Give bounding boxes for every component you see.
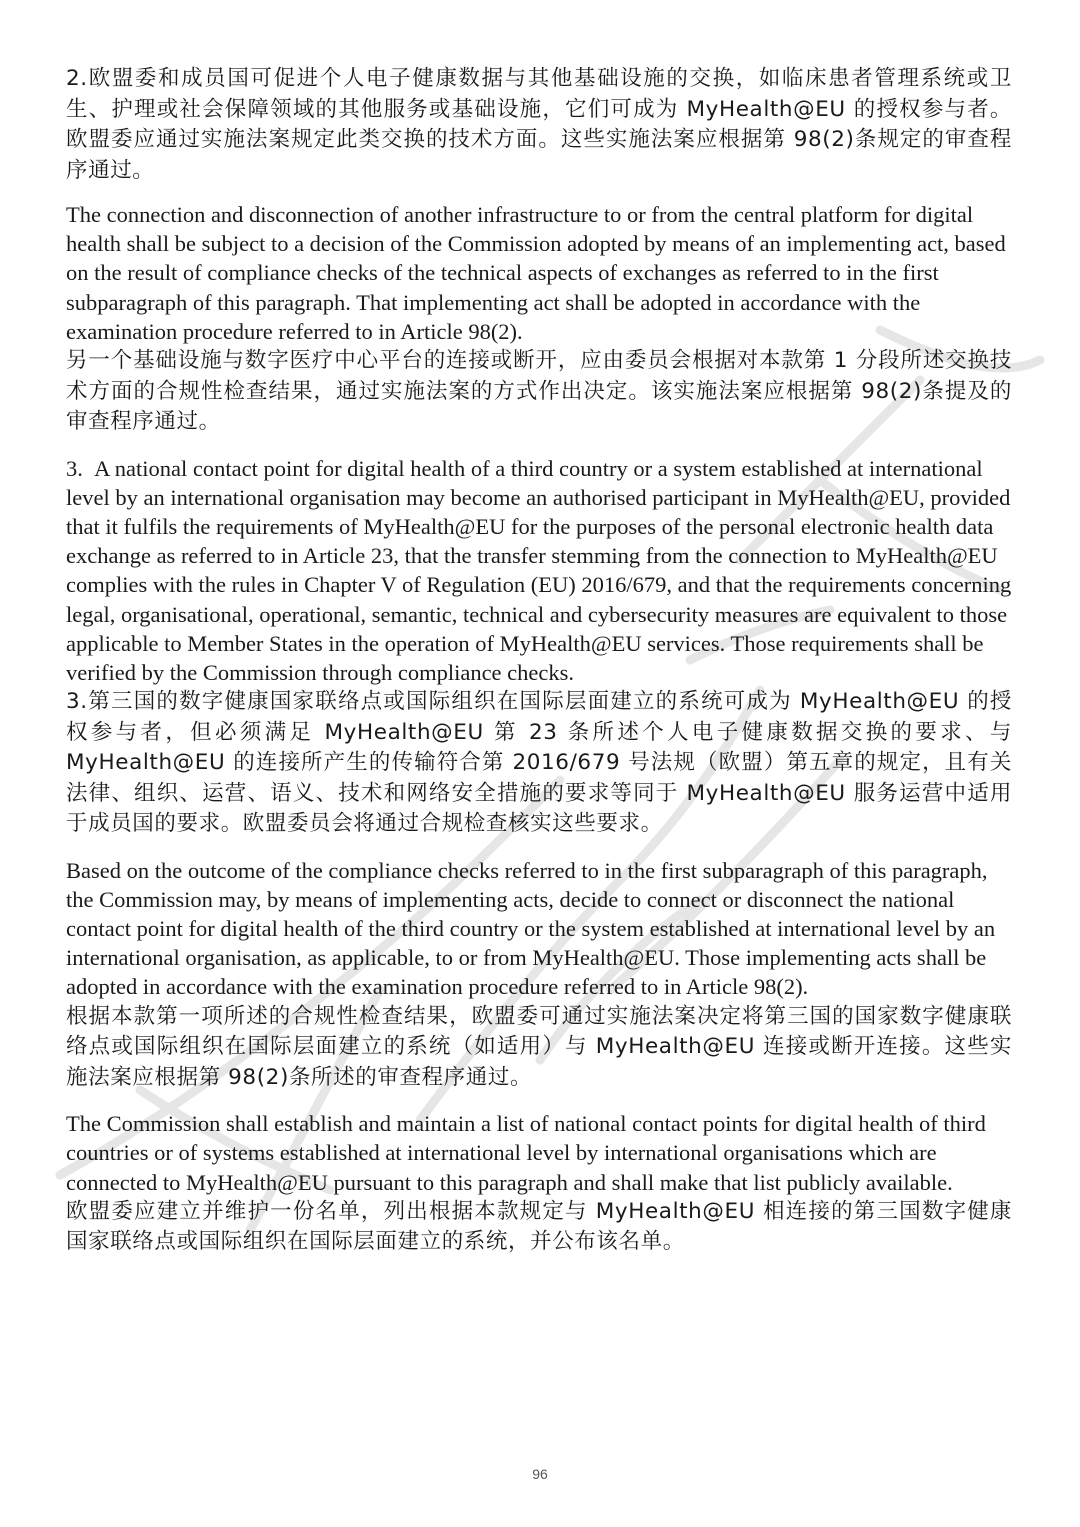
page-number: 96: [532, 1466, 548, 1482]
document-body: [66, 64, 1012, 1274]
paragraph-contact-point-list: [66, 1109, 1012, 1258]
english-text: The connection and disconnection of another infrastructure to or from the central platform for digital health shall be subject to a decision of the Commission adopted by means of an implementing act, based on the result of compliance checks of the technical aspects of exchanges as referred to in the first subparagraph of this paragraph. That implementing act shall be adopted in accordance with the examination procedure referred to in Article 98(2).: [66, 202, 1006, 344]
chinese-text: 3.第三国的数字健康国家联络点或国际组织在国际层面建立的系统可成为 MyHealth@EU 的授权参与者，但必须满足 MyHealth@EU 第 23 条所述个人电子健康数据交换的要求、与 MyHealth@EU 的连接所产生的传输符合第 2016/679 号法规（欧盟）第五章的规定，且有关法律、组织、运营、语义、技术和网络安全措施的要求等同于 MyHealth@EU 服务运营中适用于成员国的要求。欧盟委员会将通过合规检查核实这些要求。: [66, 689, 1012, 837]
english-text: 3. A national contact point for digital health of a third country or a system established at international level by an international organisation may become an authorised participant in MyHealth@EU, provided that it fulfils the requirements of MyHealth@EU for the purposes of the personal electronic health data exchange as referred to in Article 23, that the transfer stemming from the connection to MyHealth@EU complies with the rules in Chapter V of Regulation (EU) 2016/679, and that the requirements concerning legal, organisational, operational, semantic, technical and cybersecurity measures are equivalent to those applicable to Member States in the operation of MyHealth@EU services. Those requirements shall be verified by the Commission through compliance checks.: [66, 455, 1012, 685]
chinese-text: 欧盟委应建立并维护一份名单，列出根据本款规定与 MyHealth@EU 相连接的第三国数字健康国家联络点或国际组织在国际层面建立的系统，并公布该名单。: [66, 1198, 1012, 1255]
paragraph-3-third-country: [66, 454, 1012, 840]
paragraph-2-zh: [66, 64, 1012, 186]
paragraph-compliance-outcome: [66, 856, 1012, 1094]
chinese-text: 根据本款第一项所述的合规性检查结果，欧盟委可通过实施法案决定将第三国的国家数字健康联络点或国际组织在国际层面建立的系统（如适用）与 MyHealth@EU 连接或断开连接。这些实施法案应根据第 98(2)条所述的审查程序通过。: [66, 1003, 1012, 1090]
english-text: Based on the outcome of the compliance checks referred to in the first subparagraph of this paragraph, the Commission may, by means of implementing acts, decide to connect or disconnect the national contact point for digital health of the third country or the system established at international level by an international organisation, as applicable, to or from MyHealth@EU. Those implementing acts shall be adopted in accordance with the examination procedure referred to in Article 98(2).: [66, 857, 996, 1000]
english-text: The Commission shall establish and maintain a list of national contact points for digital health of third countries or of systems established at international level by international organisations which are connected to MyHealth@EU pursuant to this paragraph and shall make that list publicly available.: [66, 1111, 986, 1195]
paragraph-connection-disconnection: [66, 200, 1012, 438]
chinese-text: 2.欧盟委和成员国可促进个人电子健康数据与其他基础设施的交换，如临床患者管理系统或卫生、护理或社会保障领域的其他服务或基础设施，它们可成为 MyHealth@EU 的授权参与者。欧盟委应通过实施法案规定此类交换的技术方面。这些实施法案应根据第 98(2)条规定的审查程序通过。: [66, 66, 1012, 183]
chinese-text: 另一个基础设施与数字医疗中心平台的连接或断开，应由委员会根据对本款第 1 分段所述交换技术方面的合规性检查结果，通过实施法案的方式作出决定。该实施法案应根据第 98(2)条提及的审查程序通过。: [66, 348, 1012, 435]
